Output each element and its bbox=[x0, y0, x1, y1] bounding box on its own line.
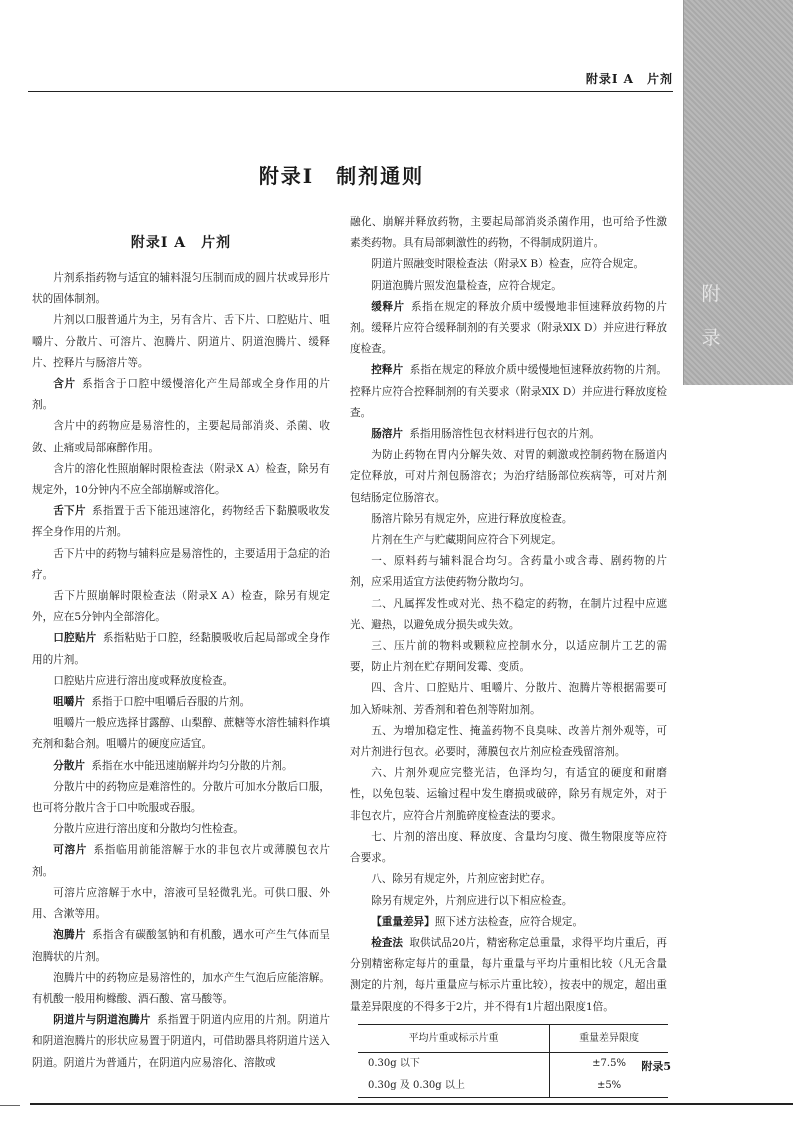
paragraph-text: 舌下片照崩解时限检查法（附录Ⅹ A）检查，除另有规定外，应在5分钟内全部溶化。 bbox=[32, 590, 330, 624]
paragraph bbox=[32, 968, 330, 1010]
paragraph bbox=[32, 586, 330, 628]
paragraph bbox=[350, 360, 667, 424]
paragraph-text: 泡腾片中的药物应是易溶性的，加水产生气泡后应能溶解。有机酸一般用枸橼酸、酒石酸、富马酸等。 bbox=[32, 971, 330, 1005]
term-label: 分散片 bbox=[53, 759, 85, 772]
paragraph bbox=[32, 310, 330, 374]
paragraph bbox=[32, 883, 330, 925]
paragraph bbox=[350, 445, 667, 509]
paragraph-text: 三、压片前的物料或颗粒应控制水分，以适应制片工艺的需要，防止片剂在贮存期间发霉、变质。 bbox=[350, 640, 667, 674]
paragraph-text: 八、除另有规定外，片剂应密封贮存。 bbox=[371, 873, 552, 886]
footer-rule-mark bbox=[0, 1105, 20, 1106]
term-label: 可溶片 bbox=[53, 844, 88, 857]
side-tab-char: 附 bbox=[701, 283, 721, 305]
paragraph bbox=[350, 827, 667, 869]
running-head: 附录Ⅰ A 片剂 bbox=[585, 72, 673, 86]
term-label: 口腔贴片 bbox=[53, 632, 97, 645]
term-label: 缓释片 bbox=[371, 300, 405, 313]
paragraph bbox=[32, 416, 330, 458]
paragraph bbox=[32, 544, 330, 586]
paragraph-text: 片剂系指药物与适宜的辅料混匀压制而成的圆片状或异形片状的固体制剂。 bbox=[32, 272, 330, 306]
term-label: 含片 bbox=[53, 378, 76, 391]
table-header-row bbox=[358, 1024, 668, 1052]
paragraph bbox=[32, 501, 330, 543]
side-tab-char: 录 bbox=[701, 327, 721, 349]
paragraph-text: 六、片剂外观应完整光洁，色泽均匀，有适宜的硬度和耐磨性，以免包装、运输过程中发生磨损或破碎，除另有规定外，对于非包衣片，应符合片剂脆碎度检查法的要求。 bbox=[350, 767, 667, 822]
paragraph bbox=[350, 721, 667, 763]
paragraph-text: 系指在规定的释放介质中缓慢地非恒速释放药物的片剂。缓释片应符合缓释制剂的有关要求（附录ⅪⅩ D）并应进行释放度检查。 bbox=[350, 300, 668, 356]
paragraph bbox=[350, 212, 667, 254]
paragraph bbox=[350, 763, 667, 827]
paragraph-text: 系指用肠溶性包衣材料进行包衣的片剂。 bbox=[409, 428, 601, 441]
term-label: 泡腾片 bbox=[53, 929, 86, 942]
paragraph bbox=[32, 713, 330, 755]
paragraph bbox=[32, 925, 330, 967]
table-row bbox=[358, 1052, 668, 1075]
table-header-cell: 重量差异限度 bbox=[550, 1024, 668, 1052]
paragraph-text: 系指在水中能迅速崩解并均匀分散的片剂。 bbox=[91, 759, 293, 772]
paragraph bbox=[32, 374, 330, 416]
paragraph-text: 分散片中的药物应是难溶性的。分散片可加水分散后口服，也可将分散片含于口中吮服或吞服。 bbox=[32, 780, 330, 815]
paragraph-text: 五、为增加稳定性、掩盖药物不良臭味、改善片剂外观等，可对片剂进行包衣。必要时，薄膜包衣片剂应检查残留溶剂。 bbox=[350, 724, 667, 759]
table-cell: ±5% bbox=[550, 1075, 668, 1098]
paragraph-text: 系指临用前能溶解于水的非包衣片或薄膜包衣片剂。 bbox=[32, 844, 331, 878]
paragraph-text: 含片中的药物应是易溶性的，主要起局部消炎、杀菌、收敛、止痛或局部麻醉作用。 bbox=[32, 420, 330, 454]
paragraph bbox=[32, 840, 330, 882]
footer-rule bbox=[30, 1103, 793, 1105]
paragraph-text: 含片的溶化性照崩解时限检查法（附录Ⅹ A）检查，除另有规定外，10分钟内不应全部崩解或溶化。 bbox=[32, 462, 330, 497]
paragraph bbox=[350, 594, 667, 636]
left-column bbox=[32, 232, 330, 1074]
paragraph-text: 系指粘贴于口腔，经黏膜吸收后起局部或全身作用的片剂。 bbox=[32, 632, 331, 666]
paragraph bbox=[32, 628, 330, 670]
page-number: 附录5 bbox=[641, 1060, 671, 1073]
paragraph-text: 除另有规定外，片剂应进行以下相应检查。 bbox=[371, 894, 573, 907]
paragraph-text: 系指置于阴道内应用的片剂。阴道片和阴道泡腾片的形状应易置于阴道内，可借助器具将阴道片送入阴道。阴道片为普通片，在阴道内应易溶化、溶散或 bbox=[32, 1014, 331, 1069]
paragraph-text: 片剂在生产与贮藏期间应符合下列规定。 bbox=[371, 534, 562, 547]
paragraph bbox=[350, 424, 667, 445]
paragraph bbox=[32, 756, 330, 777]
paragraph bbox=[32, 777, 330, 819]
paragraph bbox=[350, 678, 667, 720]
paragraph-text: 片剂以口服普通片为主，另有含片、舌下片、口腔贴片、咀嚼片、分散片、可溶片、泡腾片、阴道片、阴道泡腾片、缓释片、控释片与肠溶片等。 bbox=[32, 314, 330, 369]
table-cell: 0.30g 以下 bbox=[368, 1057, 420, 1069]
right-column-body bbox=[350, 212, 667, 1018]
term-label: 舌下片 bbox=[53, 505, 86, 518]
term-label: 检查法 bbox=[371, 936, 404, 949]
paragraph-text: 七、片剂的溶出度、释放度、含量均匀度、微生物限度等应符合要求。 bbox=[350, 830, 667, 865]
paragraph-text: 融化、崩解并释放药物，主要起局部消炎杀菌作用，也可给予性激素类药物。具有局部刺激性的药物，不得制成阴道片。 bbox=[350, 216, 667, 250]
paragraph bbox=[350, 276, 667, 297]
table-cell: ±7.5% bbox=[550, 1052, 668, 1075]
paragraph bbox=[350, 636, 667, 678]
chapter-title: 附录Ⅰ 制剂通则 bbox=[258, 164, 425, 188]
paragraph-text: 可溶片应溶解于水中，溶液可呈轻微乳光。可供口服、外用、含漱等用。 bbox=[32, 886, 330, 921]
paragraph-text: 舌下片中的药物与辅料应是易溶性的，主要适用于急症的治疗。 bbox=[32, 547, 330, 581]
paragraph bbox=[32, 692, 330, 713]
paragraph bbox=[350, 891, 667, 912]
header-rule bbox=[28, 91, 673, 92]
left-column-body bbox=[32, 268, 330, 1074]
table-cell: 0.30g 及 0.30g 以上 bbox=[358, 1075, 550, 1098]
paragraph bbox=[32, 459, 330, 501]
paragraph-text: 系指置于舌下能迅速溶化，药物经舌下黏膜吸收发挥全身作用的片剂。 bbox=[32, 505, 330, 539]
paragraph-text: 口腔贴片应进行溶出度或释放度检查。 bbox=[53, 674, 234, 687]
paragraph-text: 系指在规定的释放介质中缓慢地恒速释放药物的片剂。控释片应符合控释制剂的有关要求（附录ⅪⅩ D）并应进行释放度检查。 bbox=[350, 364, 668, 419]
paragraph-text: 系指于口腔中咀嚼后吞服的片剂。 bbox=[91, 696, 251, 709]
term-label: 咀嚼片 bbox=[53, 696, 85, 709]
paragraph-text: 二、凡属挥发性或对光、热不稳定的药物，在制片过程中应遮光、避热，以避免成分损失或失效。 bbox=[350, 597, 667, 631]
paragraph bbox=[350, 254, 667, 275]
paragraph bbox=[32, 268, 330, 310]
term-label: 控释片 bbox=[371, 364, 404, 377]
side-tab-label bbox=[691, 272, 731, 360]
paragraph-text: 阴道泡腾片照发泡量检查，应符合规定。 bbox=[371, 279, 562, 292]
right-column bbox=[350, 212, 667, 1098]
paragraph bbox=[350, 551, 667, 593]
paragraph-text: 四、含片、口腔贴片、咀嚼片、分散片、泡腾片等根据需要可加入矫味剂、芳香剂和着色剂等附加剂。 bbox=[350, 682, 667, 716]
bracket-term-label: 【重量差异】 bbox=[371, 915, 435, 928]
paragraph bbox=[32, 1010, 330, 1074]
paragraph-text: 咀嚼片一般应选择甘露醇、山梨醇、蔗糖等水溶性辅料作填充剂和黏合剂。咀嚼片的硬度应适宜。 bbox=[32, 717, 330, 751]
table-row bbox=[358, 1075, 668, 1098]
term-label: 肠溶片 bbox=[371, 428, 403, 441]
paragraph-text: 照下述方法检查，应符合规定。 bbox=[434, 915, 584, 928]
paragraph bbox=[350, 530, 667, 551]
paragraph bbox=[32, 819, 330, 840]
paragraph-text: 一、原料药与辅料混合均匀。含药量小或含毒、剧药物的片剂，应采用适宜方法使药物分散均匀。 bbox=[350, 555, 667, 589]
paragraph-text: 取供试品20片，精密称定总重量，求得平均片重后，再分别精密称定每片的重量，每片重量与平均片重相比较（凡无含量测定的片剂，每片重量应与标示片重比较），按表中的规定，超出重量差异限度的不得多于2片，并不得有1片超出限度1倍。 bbox=[350, 936, 667, 1013]
paragraph bbox=[350, 933, 667, 1018]
paragraph-text: 分散片应进行溶出度和分散均匀性检查。 bbox=[53, 823, 244, 836]
weight-variation-table bbox=[358, 1024, 668, 1098]
paragraph-text: 阴道片照融变时限检查法（附录Ⅹ B）检查，应符合规定。 bbox=[371, 258, 645, 271]
paragraph bbox=[350, 297, 667, 361]
paragraph-text: 肠溶片除另有规定外，应进行释放度检查。 bbox=[371, 512, 573, 525]
paragraph bbox=[32, 671, 330, 692]
paragraph bbox=[350, 912, 667, 933]
table-header-cell: 平均片重或标示片重 bbox=[358, 1024, 550, 1052]
term-label: 阴道片与阴道泡腾片 bbox=[53, 1014, 151, 1027]
paragraph bbox=[350, 509, 667, 530]
paragraph-text: 系指含有碳酸氢钠和有机酸，遇水可产生气体而呈泡腾状的片剂。 bbox=[32, 929, 330, 963]
section-title: 附录Ⅰ A 片剂 bbox=[130, 235, 232, 251]
paragraph-text: 为防止药物在胃内分解失效、对胃的刺激或控制药物在肠道内定位释放，可对片剂包肠溶衣；为治疗结肠部位疾病等，可对片剂包结肠定位肠溶衣。 bbox=[350, 449, 667, 504]
paragraph bbox=[350, 869, 667, 890]
paragraph-text: 系指含于口腔中缓慢溶化产生局部或全身作用的片剂。 bbox=[32, 378, 331, 412]
